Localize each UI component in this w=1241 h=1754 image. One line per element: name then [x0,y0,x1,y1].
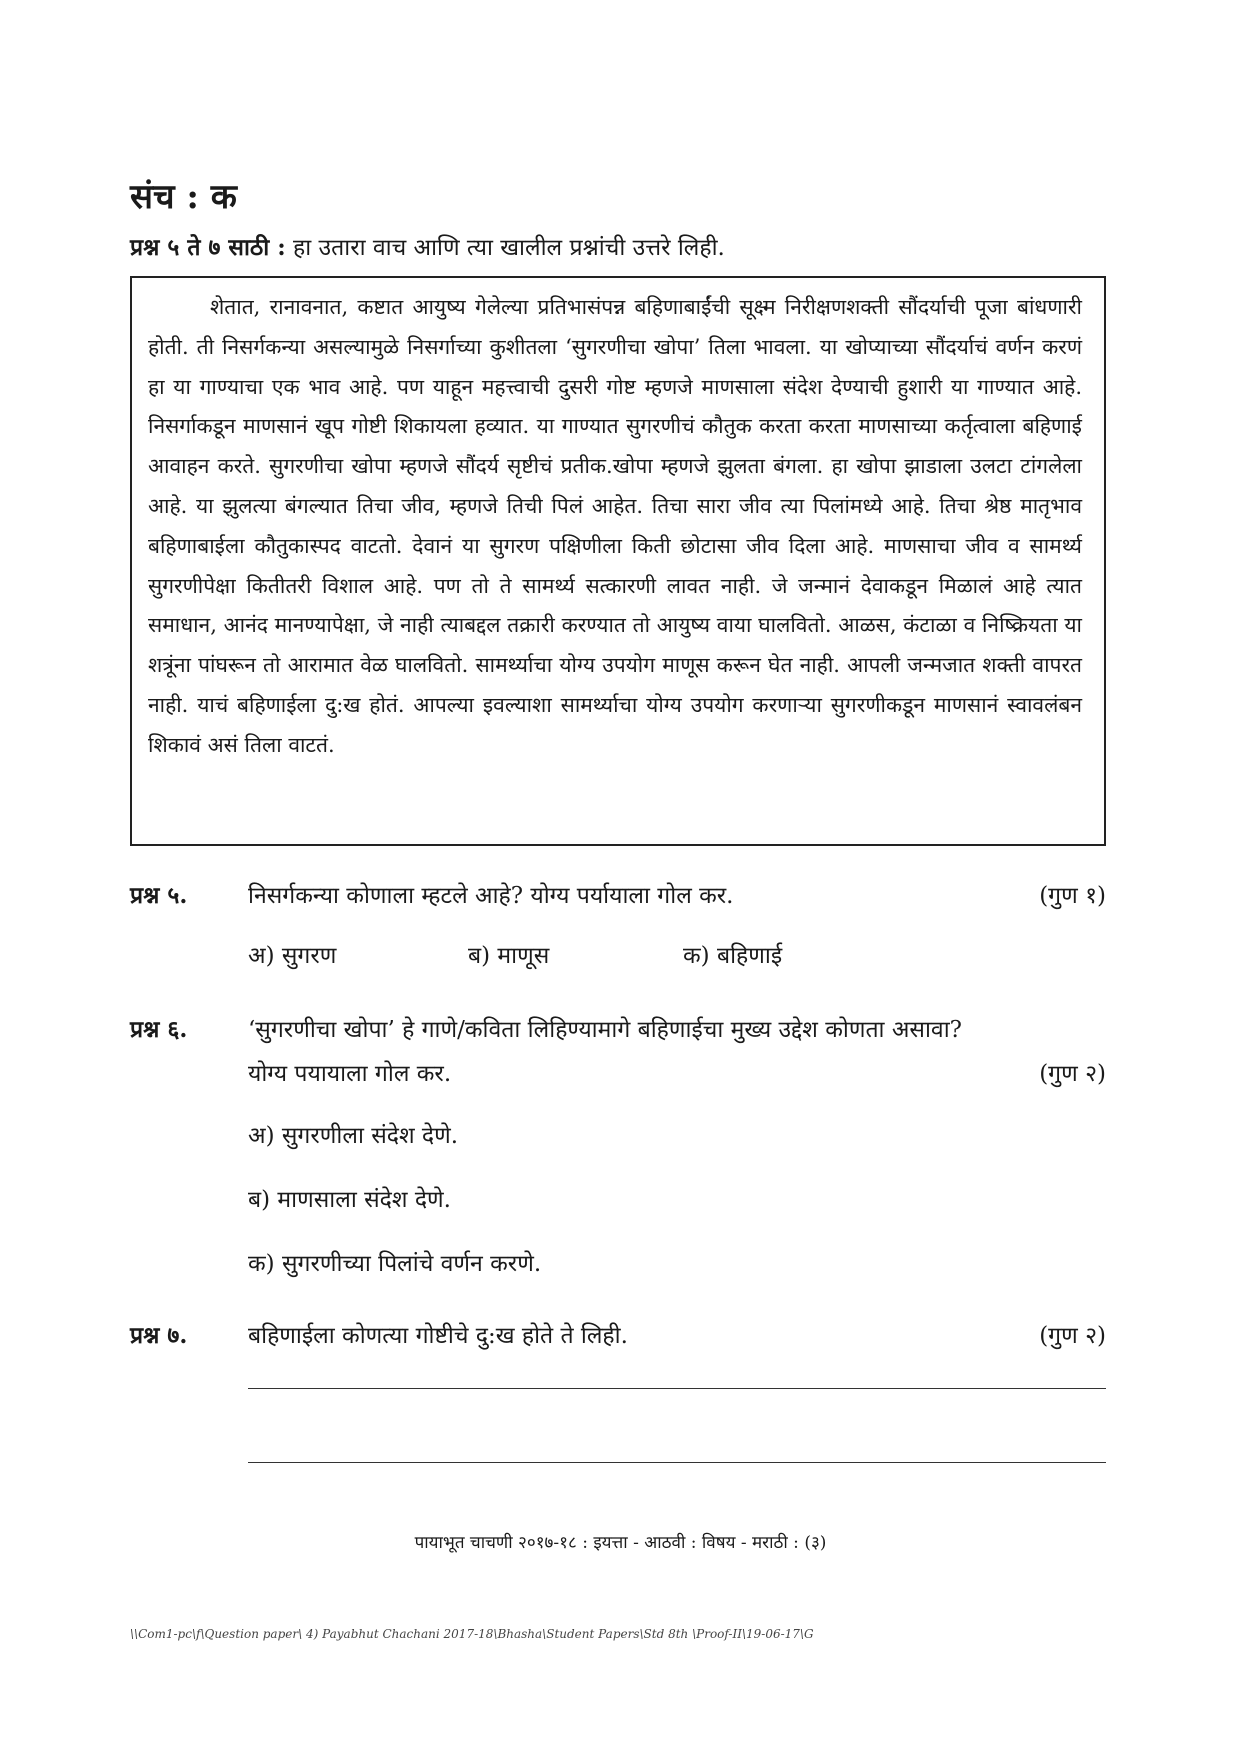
answer-line-1[interactable] [248,1388,1106,1389]
question-6-text: ‘सुगरणीचा खोपा’ हे गाणे/कविता लिहिण्यामागे बहिणाईचा मुख्य उद्देश कोणता असावा? [248,1017,962,1043]
instruction-text: हा उतारा वाच आणि त्या खालील प्रश्नांची उत्तरे लिही. [285,235,725,261]
question-6-option-a[interactable]: अ) सुगरणीला संदेश देणे. [248,1123,459,1149]
question-7-label: प्रश्न ७. [130,1322,188,1349]
question-5-option-b[interactable]: ब) माणूस [468,943,550,969]
instruction [130,230,1130,262]
question-5-marks: (गुण १) [1039,883,1106,909]
file-path: \\Com1-pc\f\Question paper\ 4) Payabhut Chachani 2017-18\Bhasha\Student Papers\Std 8th \Proof-II\19-06-17\G [130,1627,814,1641]
question-6-marks: (गुण २) [1039,1061,1106,1087]
question-5-option-c[interactable]: क) बहिणाई [683,943,783,969]
question-5-option-a[interactable]: अ) सुगरण [248,943,337,969]
question-7-text: बहिणाईला कोणत्या गोष्टीचे दु:ख होते ते लिही. [248,1323,628,1349]
question-5-text: निसर्गकन्या कोणाला म्हटले आहे? योग्य पर्यायाला गोल कर. [248,883,734,909]
answer-line-2[interactable] [248,1462,1106,1463]
passage-text: शेतात, रानावनात, कष्टात आयुष्य गेलेल्या प्रतिभासंपन्न बहिणाबाईंची सूक्ष्म निरीक्षणशक्ती सौंदर्याची पूजा बांधणारी होती. ती निसर्गकन्या असल्यामुळे निसर्गाच्या कुशीतला ‘सुगरणीचा खोपा’ तिला भावला. या खोप्याच्या सौंदर्याचं वर्णन करणं हा या गाण्याचा एक भाव आहे. पण याहून महत्त्वाची दुसरी गोष्ट म्हणजे माणसाला संदेश देण्याची हुशारी या गाण्यात आहे. निसर्गाकडून माणसानं खूप गोष्टी शिकायला हव्यात. या गाण्यात सुगरणीचं कौतुक करता करता माणसाच्या कर्तृत्वाला बहिणाई आवाहन करते. सुगरणीचा खोपा म्हणजे सौंदर्य सृष्टीचं प्रतीक.खोपा म्हणजे झुलता बंगला. हा खोपा झाडाला उलटा टांगलेला आहे. या झुलत्या बंगल्यात तिचा जीव, म्हणजे तिची पिलं आहेत. तिचा सारा जीव त्या पिलांमध्ये आहे. तिचा श्रेष्ठ मातृभाव बहिणाबाईला कौतुकास्पद वाटतो. देवानं या सुगरण पक्षिणीला किती छोटासा जीव दिला आहे. माणसाचा जीव व सामर्थ्य सुगरणीपेक्षा कितीतरी विशाल आहे. पण तो ते सामर्थ्य सत्कारणी लावत नाही. जे जन्मानं देवाकडून मिळालं आहे त्यात समाधान, आनंद मानण्यापेक्षा, जे नाही त्याबद्दल तक्रारी करण्यात तो आयुष्य वाया घालवितो. आळस, कंटाळा व निष्क्रियता या शत्रूंना पांघरून तो आरामात वेळ घालवितो. सामर्थ्याचा योग्य उपयोग माणूस करून घेत नाही. आपली जन्मजात शक्ती वापरत नाही. याचं बहिणाईला दु:ख होतं. आपल्या इवल्याशा सामर्थ्याचा योग्य उपयोग करणाऱ्या सुगरणीकडून माणसानं स्वावलंबन शिकावं असं तिला वाटतं. [148,295,1082,757]
question-6-text-line2: योग्य पयायाला गोल कर. [248,1061,452,1087]
set-title: संच : क [130,177,237,217]
question-6-option-c[interactable]: क) सुगरणीच्या पिलांचे वर्णन करणे. [248,1251,542,1277]
question-7-marks: (गुण २) [1039,1323,1106,1349]
instruction-lead: प्रश्न ५ ते ७ साठी : [130,234,286,261]
question-5-label: प्रश्न ५. [130,882,188,909]
question-6-option-b[interactable]: ब) माणसाला संदेश देणे. [248,1187,451,1213]
page-footer: पायाभूत चाचणी २०१७-१८ : इयत्ता - आठवी : विषय - मराठी : (३) [414,1533,827,1553]
passage-box [130,276,1106,846]
question-6-label: प्रश्न ६. [130,1016,188,1043]
